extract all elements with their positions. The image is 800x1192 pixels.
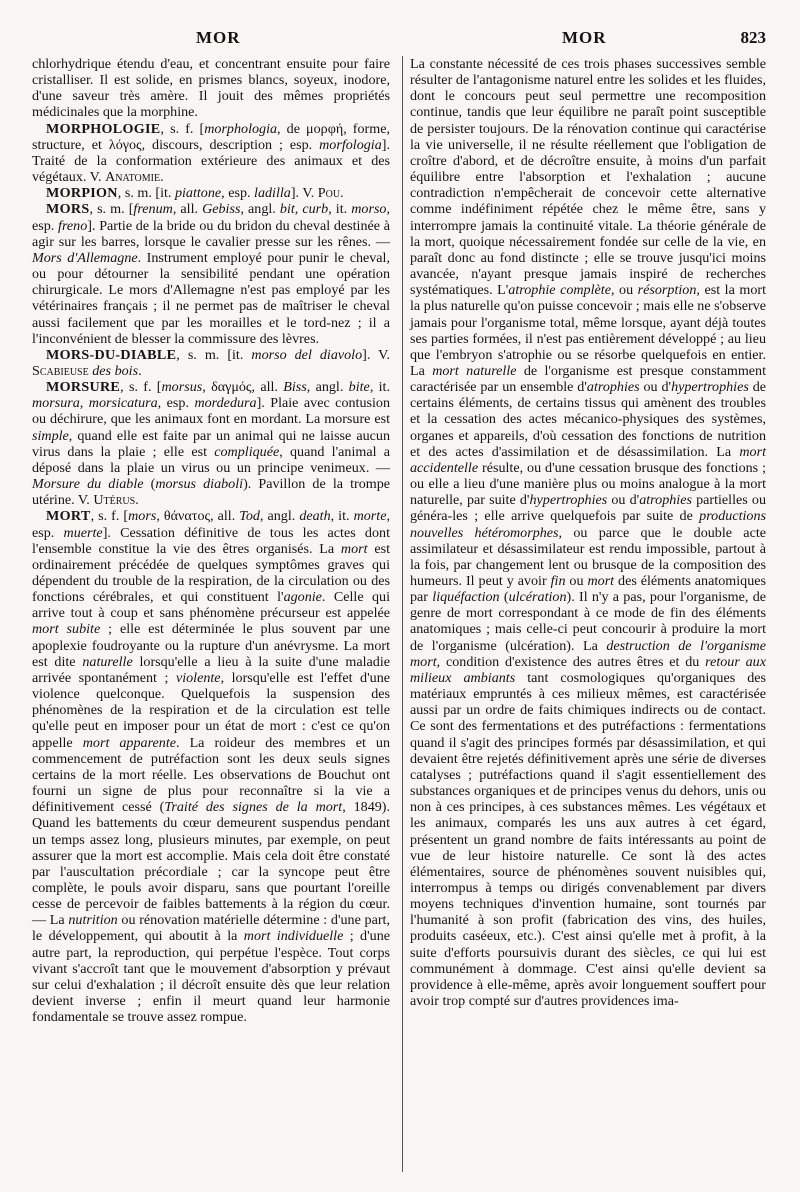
entry-morphologie: MORPHOLOGIE, s. f. [morphologia, de μορφή, forme, structure, et λόγος, discours, description ; esp. morfologia]. Traité de la conformation extérieure des animaux et des végétaux. V. Anatomie. — [32, 120, 390, 186]
headword: MORPION — [46, 185, 118, 202]
cross-reference: Pou — [317, 185, 341, 202]
entry-mort: MORT, s. f. [mors, θάνατος, all. Tod, angl. death, it. morte, esp. muerte]. Cessation définitive de tous les actes dont l'ensemble constitue la vie des êtres organisés. La mort est ordinairement précédée de quelques symptômes graves qui dépendent du trouble de la respiration, de la circulation ou des fonctions cérébrales, et qui constituent l'agonie. Celle qui arrive tout à coup et sans phénomène précurseur est appelée mort subite ; elle est déterminée le plus souvent par une apoplexie foudroyante ou la rupture d'un anévrysme. La mort est dite naturelle lorsqu'elle a lieu à la suite d'une maladie arrivée spontanément ; violente, lorsqu'elle est l'effet d'une violence quelconque. Quelquefois la suspension des phénomènes de la respiration et de la circulation est telle qu'elle peut en imposer pour un état de mort : c'est ce qu'on appelle mort apparente. La roideur des membres et un commencement de putréfaction sont les deux seuls signes certains de la mort réelle. Les observations de Bouchut ont fourni un signe de plus pour reconnaître si la vie a définitivement cessé (Traité des signes de la mort, 1849). Quand les battements du cœur demeurent suspendus pendant un temps assez long, plusieurs minutes, par exemple, on peut assurer que la mort est accomplie. Mais cela doit être constaté par l'auscultation précordiale ; car la syncope peut être complète, le pouls avoir disparu, sans que pourtant l'oreille cesse de percevoir de faibles battements à la région du cœur. — La nutrition ou rénovation matérielle détermine : d'une part, le développement, qui aboutit à la mort individuelle ; d'une autre part, la reproduction, qui perpétue l'espèce. Tout corps vivant s'accroît tant que le mouvement d'absorption y prévaut sur celui d'exhalation ; il décroît ensuite dès que leur relation devient inverse ; enfin il meurt quand leur harmonie fondamentale se trouve assez rompue. — [32, 508, 391, 1026]
headword: MORPHOLOGIE — [46, 120, 161, 137]
cross-reference: Anatomie — [105, 169, 161, 186]
cross-reference: Utérus — [93, 492, 136, 509]
page-header — [32, 26, 770, 50]
cross-reference: Scabieuse — [32, 362, 89, 379]
entry-mort-continuation: La constante nécessité de ces trois phases successives semble résulter de l'antagonisme naturel entre les solides et les fluides, dont le concours peut seul permettre une recomposition continue, tandis que leur équilibre ne paraît point susceptible de persister toujours. De la rénovation continue qui caractérise la vie universelle, il ne résulte réellement que l'obligation de croître d'abord, et de décroître ensuite, à moins d'un parfait équilibre entre l'absorption et l'exhalation ; aucune contradiction n'empêcherait de concevoir cette alternative comme indéfiniment répétée chez le même être, sans y interrompre jamais la continuité vitale. La théorie générale de la mort, quoique nécessairement fondée sur celle de la vie, en paraît donc au fond distincte ; elle se trouve jusqu'ici moins avancée, n'ayant presque jamais inspiré de recherches systématiques. L'atrophie complète, ou résorption, est la mort la plus naturelle qu'on puisse concevoir ; mais elle ne s'observe jamais pour l'organisme total, même lorsque, ayant déjà toutes ses parties formées, il n'est pas entièrement développé ; au lieu que l'embryon s'atrophie ou se résorbe quelquefois en entier. La mort naturelle de l'organisme est presque constamment caractérisée par un ensemble d'atrophies ou d'hypertrophies de certains éléments, de certains tissus qui amènent des troubles et la cessation des actes mécanico-physiques des systèmes, organes et appareils, d'où cessation des fonctions de nutrition et des actes d'assimilation et de désassimilation. La mort accidentelle résulte, ou d'une cessation brusque des fonctions ; ou elle a lieu d'une manière plus ou moins analogue à la mort naturelle, par suite d'hypertrophies ou d'atrophies partielles ou généra-les ; elle arrive quelquefois par suite de productions nouvelles hétéromorphes, ou parce que le double acte assimilateur et désassimilateur est rendu impossible, partout à la fois, par changement lent ou brusque de la composition des humeurs. Il peut y avoir fin ou mort des éléments anatomiques par liquéfaction (ulcération). Il n'y a pas, pour l'organisme, de genre de mort correspondant à ce mode de fin des éléments anatomiques ; mais celle-ci peut concourir à produire la mort de l'organisme (ulcération). La destruction de l'organisme mort, condition d'existence des autres êtres et du retour aux milieux ambiants tant cosmologiques qu'organiques des matériaux empruntés à ces milieux mêmes, est caractérisée aussi par un ordre de faits chimiques indirects ou de contact. Ce sont des fermentations et des putréfactions : fermentations quand il s'agit des principes formés par désassimilation, et qui devaient être rejetés définitivement après une série de diverses catalyses ; putréfactions quand il s'agit essentiellement des substances organiques et de principes venus du dehors, unis ou non à ces principes, à ces substances mêmes. Les végétaux et les animaux, comparés les uns aux autres à cet égard, présentent un grand nombre de faits intéressants au point de vue de leur histoire naturelle. Ce sont là des actes élémentaires, source de phénomènes souvent nuisibles qui, interrompus à temps ou dirigés convenablement par divers moyens techniques d'invention humaine, sont tournés par l'humanité à son profit (fabrication des vins, des huiles, produits caséeux, etc.). C'est ainsi qu'elle met à profit, à la suite d'efforts poursuivis durant des siècles, ce qui lui est communément à dommage. C'est ainsi qu'elle devient sa providence à elle-même, après avoir longuement souffert pour avoir trop compté sur d'autres providences ima- — [410, 56, 767, 1010]
column-divider — [402, 56, 403, 1172]
entry-mors: MORS, s. m. [frenum, all. Gebiss, angl. bit, curb, it. morso, esp. freno]. Partie de la bride ou du bridon du cheval destinée à agir sur les barres, lorsque le cavalier presse sur les rênes. — Mors d'Allemagne. Instrument employé pour punir le cheval, ou pour détourner la sensibilité pendant une opération chirurgicale. Le mors d'Allemagne n'est pas employé par les vétérinaires français ; il ne permet pas de maîtriser le cheval aussi facilement que par les morailles et le tord-nez ; il a l'inconvénient de blesser la commissure des lèvres. — [32, 201, 391, 347]
page-number: 823 — [740, 28, 766, 47]
entry-mors-du-diable: MORS-DU-DIABLE, s. m. [it. morso del diavolo]. V. Scabieuse des bois. — [32, 346, 390, 379]
entry-morphine-continuation: chlorhydrique étendu d'eau, et concentrant ensuite pour faire cristalliser. Il est solide, en prismes blancs, soyeux, inodore, d'une saveur très amère. Il jouit des mêmes propriétés médicinales que la morphine. — [32, 56, 390, 121]
right-column — [410, 56, 766, 1009]
right-running-head: MOR — [562, 28, 607, 47]
left-column — [32, 56, 390, 1025]
headword: MORS-DU-DIABLE — [46, 346, 177, 363]
entry-morpion: MORPION, s. m. [it. piattone, esp. ladilla]. V. Pou. — [46, 185, 344, 202]
entry-morsure: MORSURE, s. f. [morsus, δαγμός, all. Biss, angl. bite, it. morsura, morsicatura, esp. mordedura]. Plaie avec contusion ou déchirure, que les animaux font en mordant. La morsure est simple, quand elle est faite par un animal qui ne laisse aucun virus dans la plaie ; elle est compliquée, quand l'animal a déposé dans la plaie un virus ou un principe venimeux. — Morsure du diable (morsus diaboli). Pavillon de la trompe utérine. V. Utérus. — [32, 379, 391, 509]
headword: MORT — [46, 508, 91, 525]
headword: MORS — [46, 201, 90, 218]
left-running-head: MOR — [196, 28, 241, 47]
headword: MORSURE — [46, 379, 121, 396]
